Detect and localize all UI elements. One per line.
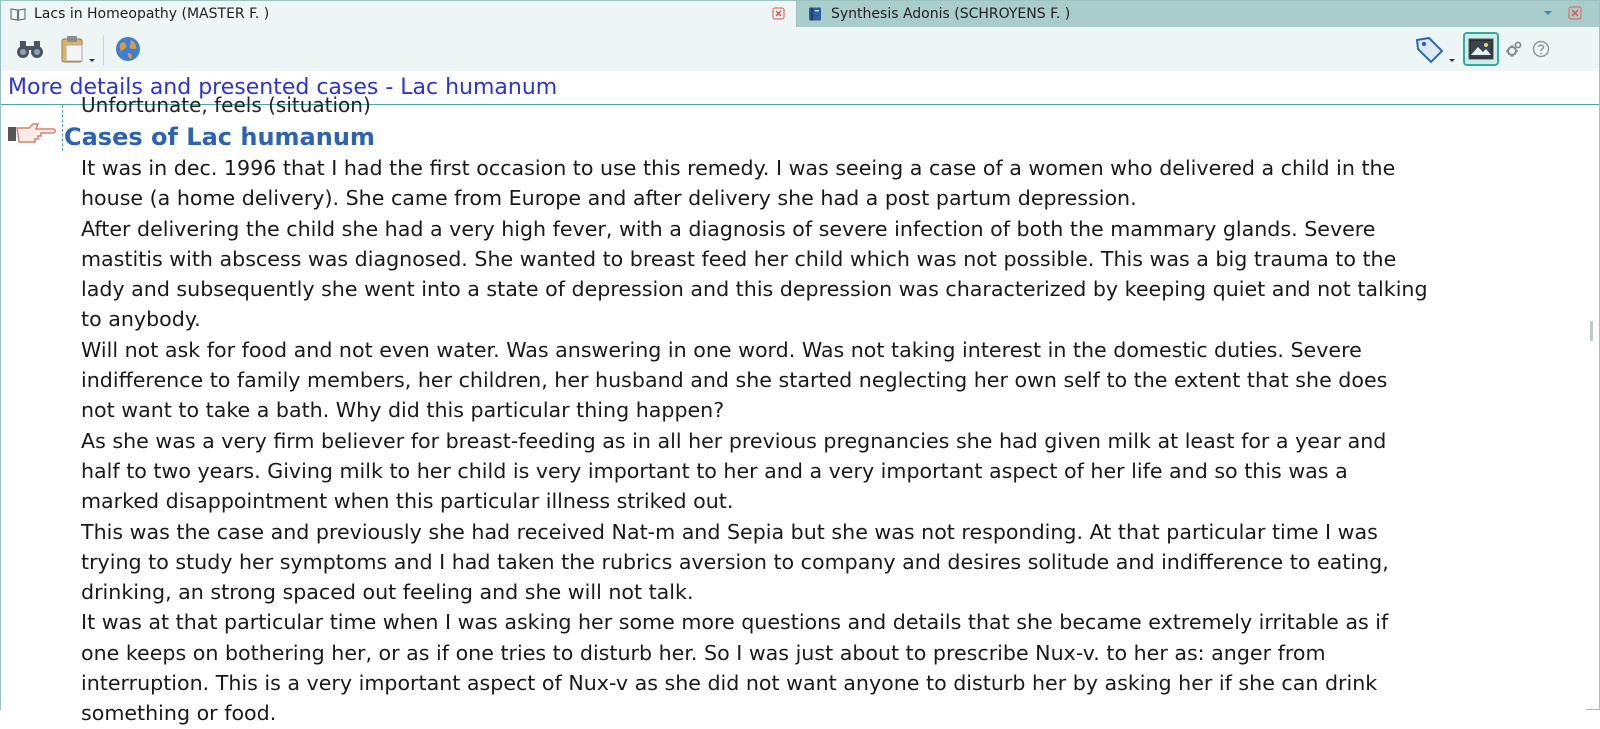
toolbar-separator [103, 35, 104, 65]
case-text [81, 153, 1561, 729]
tag-icon [1413, 34, 1457, 64]
panel-title: More details and presented cases - Lac humanum [8, 75, 558, 100]
paragraph: After delivering the child she had a very high fever, with a diagnosis of severe infection of both the mammary glands. Severe mastitis with abscess was diagnosed. She wanted to breast feed her child which was not possible. This was a big trauma to the lady and subsequently she went into a state of depression and this depression was characterized by keeping quiet and not talking to anybody. [81, 216, 1428, 332]
web-button[interactable] [111, 32, 145, 66]
close-tab-icon[interactable] [772, 7, 785, 20]
help-button[interactable] [1529, 32, 1553, 66]
document-content[interactable] [1, 93, 1586, 726]
section-divider [62, 105, 63, 151]
vertical-scrollbar[interactable] [1586, 105, 1599, 709]
help-icon [1532, 40, 1550, 58]
paragraph: It was in dec. 1996 that I had the first occasion to use this remedy. I was seeing a case of a women who delivered a child in the house (a home delivery). She came from Europe and after delivery she had a post partum depression. [81, 156, 1396, 211]
settings-button[interactable] [1503, 32, 1525, 66]
binoculars-icon [15, 37, 45, 61]
paragraph: It was at that particular time when I was asking her some more questions and details that she became extremely irritable as if one keeps on bothering her, or as if one tries to disturb her. So I was just about to prescribe Nux-v. to her as: anger from interruption. This is a very important aspect of Nux-v as she did not want anyone to disturb her by asking her if she can drink something or food. [81, 610, 1389, 726]
section-title: Cases of Lac humanum [64, 123, 375, 151]
gears-icon [1505, 40, 1523, 58]
toolbar [1, 27, 1599, 71]
clipboard-button[interactable] [55, 32, 99, 66]
red-book-icon [807, 7, 823, 21]
tab-lacs-in-homeopathy[interactable] [1, 1, 797, 27]
tab-synthesis-adonis[interactable] [798, 1, 1358, 27]
clipboard-icon [57, 34, 97, 64]
tag-button[interactable] [1412, 32, 1458, 66]
paragraph: Will not ask for food and not even water. Was answering in one word. Was not taking interest in the domestic duties. Severe indifference to family members, her children, her husband and she started neglecting her own self to the extent that she does not want to take a bath. Why did this particular thing happen? [81, 337, 1388, 423]
chevron-down-icon[interactable] [1541, 7, 1555, 19]
find-button[interactable] [13, 32, 47, 66]
globe-icon [114, 35, 142, 63]
close-window-icon[interactable] [1568, 6, 1582, 20]
tab-label: Synthesis Adonis (SCHROYENS F. ) [831, 6, 1071, 22]
open-book-icon [10, 7, 26, 21]
tab-label: Lacs in Homeopathy (MASTER F. ) [34, 6, 270, 22]
scrollbar-thumb[interactable] [1590, 321, 1593, 341]
pointing-hand-icon [7, 119, 57, 145]
tab-bar [1, 1, 1599, 27]
pictures-button[interactable] [1463, 32, 1499, 66]
picture-icon [1468, 38, 1494, 60]
partially-scrolled-line: Unfortunate, feels (situation) [81, 93, 371, 117]
paragraph: This was the case and previously she had received Nat-m and Sepia but she was not responding. At that particular time I was trying to study her symptoms and I had taken the rubrics aversion to company and desires solitude and indifference to eating, drinking, an strong spaced out feeling and she will not talk. [81, 519, 1389, 605]
paragraph: As she was a very firm believer for breast-feeding as in all her previous pregnancies she had given milk at least for a year and half to two years. Giving milk to her child is very important to her and a very important aspect of her life and so this was a marked disappointment when this particular illness striked out. [81, 428, 1387, 514]
